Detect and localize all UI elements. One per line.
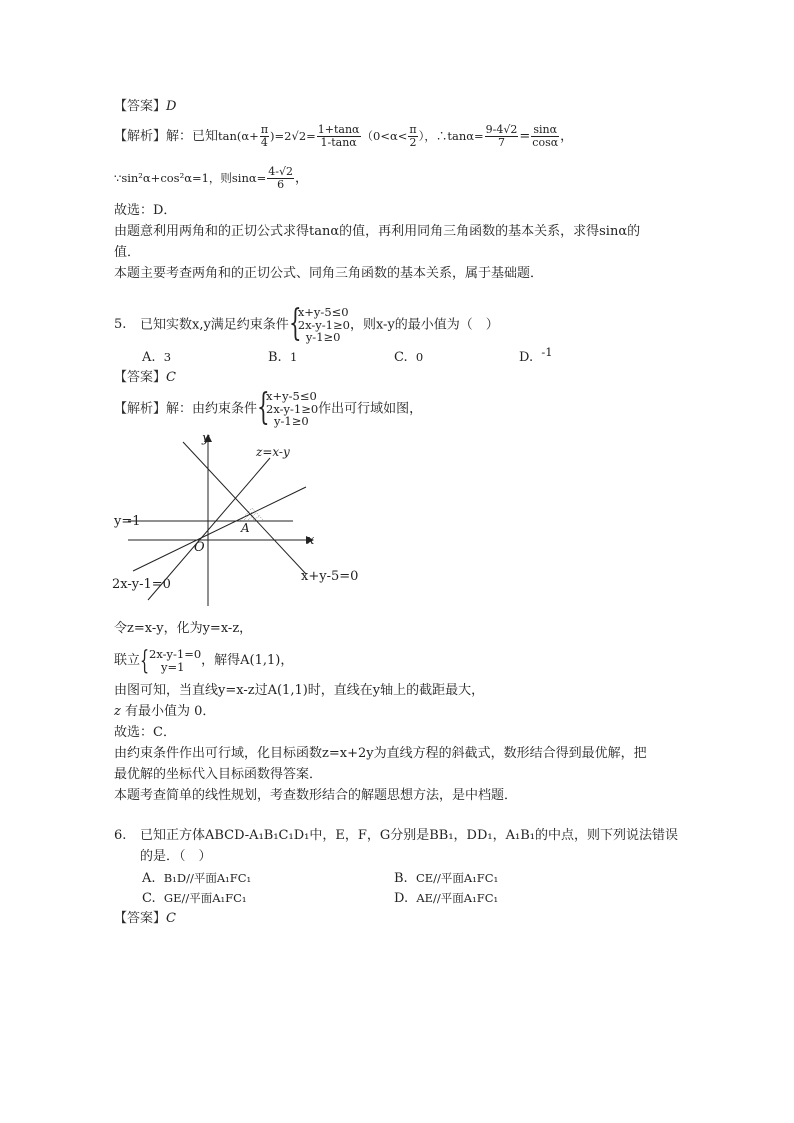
origin-label: O	[194, 540, 205, 555]
q4-explanation-3: 本题主要考查两角和的正切公式、同角三角函数的基本关系，属于基础题．	[114, 266, 544, 281]
q6-option-b: B. CE//平面A₁FC₁	[394, 871, 499, 886]
answer-tag: 【答案】	[114, 99, 167, 114]
comma: ，	[295, 171, 309, 186]
q5-option-b: B. 1	[268, 350, 298, 365]
q5-option-a: A. 3	[142, 350, 172, 365]
q5-see-line2: z 有最小值为 0．	[114, 704, 216, 719]
analysis-tag: 【解析】	[114, 129, 167, 144]
fraction-sin-cos: $\frac{\sin\alpha}{\cos\alpha}$	[532, 123, 559, 149]
q5-option-c: C. 0	[394, 350, 424, 365]
solution-text: 解：已知	[166, 129, 219, 144]
fraction-tan-value: $\frac{9-4√2}{7}$	[485, 123, 518, 149]
identity-text: ∵sin²α+cos²α=1，则sinα=	[114, 171, 267, 185]
answer-tag: 【答案】	[114, 911, 167, 926]
line-z-objective	[133, 487, 306, 571]
feasible-region	[240, 508, 264, 521]
answer-value: C	[166, 370, 176, 385]
condition-post: ），∴tanα=	[418, 129, 484, 143]
point-a-label: A	[241, 521, 250, 535]
q4-analysis-line1	[114, 124, 573, 149]
fraction-tan-sum: $\frac{1+\tan\alpha}{1-\tan\alpha}$	[317, 123, 360, 149]
q5-analysis-line	[114, 387, 423, 428]
q5-stem	[140, 303, 499, 344]
q5-explanation-2: 最优解的坐标代入目标函数得答案．	[114, 767, 323, 782]
q5-explanation-1: 由约束条件作出可行域，化目标函数z=x+2y为直线方程的斜截式，数形结合得到最优解，把	[114, 746, 647, 761]
q4-analysis-line2	[114, 166, 308, 191]
x-axis-label: x	[307, 533, 315, 548]
comma: ，	[560, 129, 574, 144]
answer-value: C	[166, 911, 176, 926]
q6-option-c: C. GE//平面A₁FC₁	[142, 891, 247, 906]
tan-expression: tan(α+	[218, 129, 259, 143]
q4-choose: 故选：D．	[114, 203, 177, 218]
answer-tag: 【答案】	[114, 370, 167, 385]
pi-over-four: $\frac{\pi}{4}$	[260, 123, 269, 149]
feasible-region-graph	[108, 428, 358, 610]
solve-result: ，解得A(1,1)，	[201, 653, 294, 668]
constraint-system: { x+y-5≤0 2x-y-1≥0 y-1≥0	[257, 387, 319, 428]
answer-value: D	[166, 99, 177, 114]
q5-explanation-3: 本题考查简单的线性规划，考查数形结合的解题思想方法，是中档题．	[114, 788, 518, 803]
y-axis-label: y	[202, 431, 210, 446]
line-xy5-label: x+y-5=0	[301, 569, 358, 584]
solution-text: 解：由约束条件	[166, 401, 258, 417]
objective-line-label: z=x-y	[256, 445, 290, 459]
q6-stem-1: 已知正方体ABCD-A₁B₁C₁D₁中，E，F，G分别是BB₁，DD₁，A₁B₁的中点，则下列说法错误	[140, 828, 678, 843]
analysis-tag: 【解析】	[114, 401, 167, 417]
q5-let-line: 令z=x-y，化为y=x-z，	[114, 621, 253, 636]
stem-question: ，则x-y的最小值为（ ）	[349, 317, 499, 333]
q6-option-d: D. AE//平面A₁FC₁	[394, 891, 499, 906]
y-equals-1-label: y=1	[114, 514, 141, 529]
q5-answer-line	[114, 369, 176, 387]
q5-number: 5.	[114, 317, 127, 332]
q5-see-line1: 由图可知，当直线y=x-z过A(1,1)时，直线在y轴上的截距最大，	[114, 683, 485, 698]
q6-option-a: A. B₁D//平面A₁FC₁	[142, 871, 252, 886]
equals-sign: =	[519, 129, 531, 144]
q4-explanation-2: 值．	[114, 245, 141, 260]
condition-pre: （0<α<	[361, 129, 408, 143]
q4-answer-line	[114, 98, 176, 116]
q6-number: 6.	[114, 828, 127, 843]
q5-system-line	[114, 646, 294, 676]
q5-choose: 故选：C．	[114, 725, 176, 740]
fraction-sin-value: $\frac{4-√2}{6}$	[268, 165, 294, 191]
q5-option-d: D. -1	[519, 345, 553, 365]
solution-text-post: 作出可行域如图，	[318, 401, 423, 417]
line-2x-label: 2x-y-1=0	[112, 577, 171, 592]
constraint-system: { x+y-5≤0 2x-y-1≥0 y-1≥0	[288, 303, 350, 344]
q4-explanation-1: 由题意利用两角和的正切公式求得tanα的值，再利用同角三角函数的基本关系，求得sinα的	[114, 224, 641, 239]
q6-answer-line	[114, 910, 176, 928]
solve-system: { 2x-y-1=0 y=1	[140, 646, 202, 676]
pi-over-two: $\frac{\pi}{2}$	[409, 123, 417, 149]
lianli-text: 联立	[114, 653, 141, 668]
q6-stem-2: 的是．（ ）	[140, 849, 212, 864]
stem-text: 已知实数x,y满足约束条件	[140, 317, 289, 333]
equation-rhs: )=2√2=	[270, 129, 316, 143]
